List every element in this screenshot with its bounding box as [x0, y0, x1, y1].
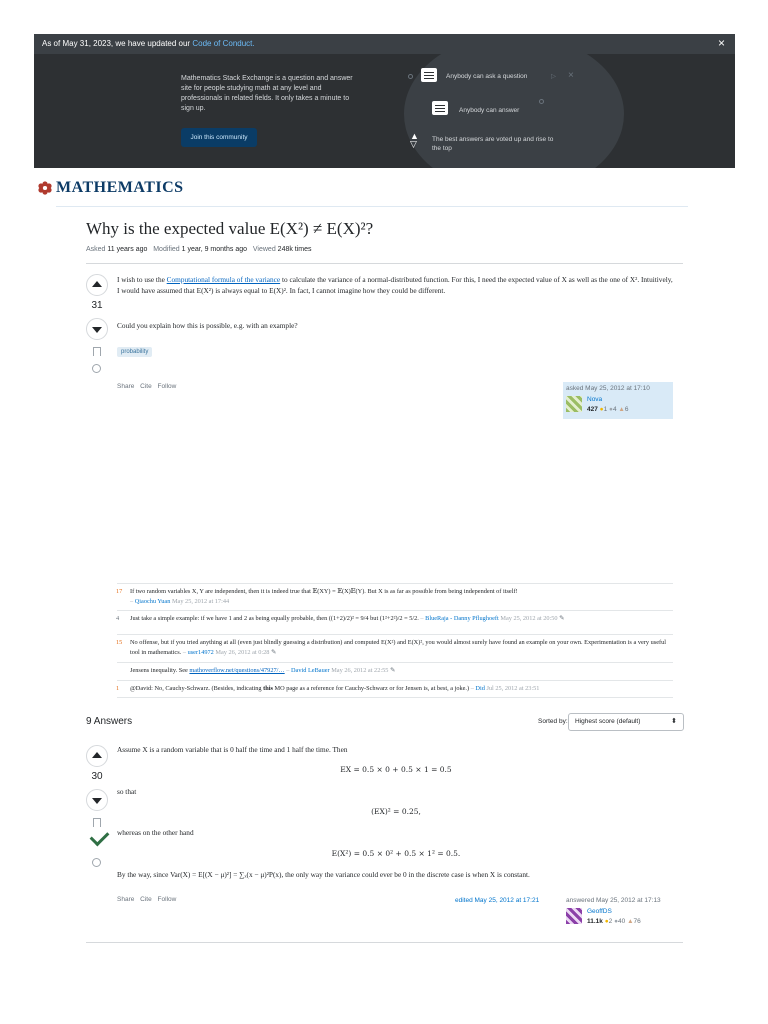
mathoverflow-link[interactable]: mathoverflow.net/questions/47927/…: [189, 667, 285, 674]
edit-pencil-icon: ✎: [389, 667, 396, 674]
history-icon[interactable]: [92, 364, 101, 373]
variance-formula-link[interactable]: Computational formula of the variance: [166, 275, 281, 284]
downvote-button[interactable]: [86, 789, 108, 811]
asker-name[interactable]: Nova: [587, 396, 603, 403]
gold-badge-icon: ●: [599, 406, 604, 413]
silver-badge-icon: ●: [614, 918, 619, 925]
downvote-button[interactable]: [86, 318, 108, 340]
cite-link[interactable]: Cite: [140, 383, 152, 390]
answered-date: answered May 25, 2012 at 17:13: [566, 897, 661, 904]
close-icon[interactable]: ×: [717, 36, 725, 50]
question-body-p1: [117, 274, 675, 296]
decor-dot: [408, 74, 413, 79]
question-text-end: to calculate the variance of a normal-distributed function. For this, I need the expected value of X as well as the one of X². Intuitively, I would have assumed that E(X²) is always equal to E(X)². In fact, I cannot imagine how they could be different.: [117, 275, 673, 295]
comment-score: 15: [116, 639, 123, 646]
asked-date: asked May 25, 2012 at 17:10: [566, 385, 650, 392]
feature-answer: Anybody can answer: [459, 107, 520, 114]
hero-description: Mathematics Stack Exchange is a question and answer site for people studying math at any level and professionals in related fields. It only takes a minute to sign up.: [181, 75, 353, 112]
upvote-button[interactable]: [86, 274, 108, 296]
avatar[interactable]: [566, 908, 582, 924]
share-link[interactable]: Share: [117, 896, 135, 903]
comment-text: If two random variables X, Y are independent, then it is indeed true that 𝔼(XY) = 𝔼(X)𝔼(Y). But X is as far as possible from being independent of itself!: [130, 588, 518, 595]
answerer-reputation: [587, 918, 641, 925]
up-arrow-icon: [92, 281, 102, 287]
avatar[interactable]: [566, 396, 582, 412]
vote-arrows-icon: ▲ ▽: [410, 131, 419, 149]
speech-bubble-icon: [421, 68, 437, 82]
question-score: 31: [91, 300, 103, 311]
silver-badge-icon: ●: [609, 406, 613, 413]
question-meta: [86, 246, 312, 253]
asked-value: 11 years ago: [107, 246, 148, 253]
modified-label: Modified: [153, 246, 180, 253]
bookmark-icon[interactable]: [93, 818, 101, 827]
feature-vote: The best answers are voted up and rise to the top: [432, 136, 554, 152]
notice-text: As of May 31, 2023, we have updated our: [42, 39, 191, 48]
viewed-value: 248k times: [277, 246, 312, 253]
silver-count: 40: [618, 918, 626, 925]
history-icon[interactable]: [92, 858, 101, 867]
share-link[interactable]: Share: [117, 383, 135, 390]
signup-hero: [34, 54, 735, 168]
comment-text: MO page as a reference for Cauchy-Schwarz or for Jensen is, at best, a joke.): [274, 685, 470, 692]
comment: 15 No offense, but if you tried anything at all (even just blindly guessing a distribution) and computed E(X²) and E(X)², you would almost surely have found an example on your own. Experimentation is a very useful tool in mathematics. – user14972 May 26, 2012 at 0:28 ✎: [117, 634, 673, 658]
play-icon: ▷: [551, 73, 556, 80]
down-arrow-icon: [92, 798, 102, 804]
comment-date: May 26, 2012 at 0:28: [215, 649, 270, 656]
bookmark-icon[interactable]: [93, 347, 101, 356]
comment-date: May 25, 2012 at 17:44: [171, 598, 230, 605]
divider: [86, 263, 683, 264]
upvote-button[interactable]: [86, 745, 108, 767]
bronze-count: 6: [624, 406, 629, 413]
sort-label: Sorted by:: [538, 718, 568, 725]
bronze-badge-icon: ▲: [627, 918, 634, 925]
answer-equation: EX = 0.5 × 0 + 0.5 × 1 = 0.5: [340, 765, 452, 774]
join-community-button[interactable]: Join this community: [181, 128, 257, 147]
down-arrow-icon: [92, 327, 102, 333]
comment: Jensens inequality. See mathoverflow.net/questions/47927/… – David LeBauer May 26, 2012 at 22:55 ✎: [117, 662, 673, 676]
close-icon[interactable]: ×: [568, 70, 574, 81]
asker-card: [563, 382, 673, 419]
comment-text: @David: No, Cauchy-Schwarz. (Besides, indicating: [130, 685, 262, 692]
up-arrow-icon: [92, 752, 102, 758]
comment-author[interactable]: user14972: [187, 649, 214, 656]
cite-link[interactable]: Cite: [140, 896, 152, 903]
comment: 1 @David: No, Cauchy-Schwarz. (Besides, indicating this MO page as a reference for Cauchy-Schwarz or for Jensen is, at best, a joke.) – Did Jul 25, 2012 at 23:51: [117, 680, 673, 698]
comment-text: No offense, but if you tried anything at all (even just blindly guessing a distribution) and computed E(X²) and E(X)², you would almost surely have found an example on your own. Experimentation is a very useful tool in mathematics.: [130, 639, 666, 656]
comment-date: Jul 25, 2012 at 23:51: [486, 685, 540, 692]
asked-label: Asked: [86, 246, 106, 253]
comment-score: 4: [116, 615, 120, 622]
question-text-start: I wish to use the: [117, 275, 165, 284]
answer-line: By the way, since Var(X) = E[(X − μ)²] = ∑ₓ(x − μ)²P(x), the only way the variance could ever be 0 in the discrete case is when X is constant.: [117, 870, 530, 879]
comment-score: 1: [116, 685, 120, 692]
rep-score: 427: [587, 406, 598, 413]
comment-text: Jensens inequality. See: [130, 667, 188, 674]
answer-equation: (EX)² = 0.25,: [371, 807, 421, 816]
answer-line: so that: [117, 787, 137, 796]
post-menu: [117, 383, 180, 390]
accepted-check-icon: [90, 827, 110, 847]
sort-select[interactable]: [568, 713, 684, 731]
comment-text: Just take a simple example: if we have 1 and 2 as being equally probable, then ((1+2)/2)² = 9/4 but (1²+2²)/2 = 5/2.: [130, 615, 419, 622]
comment-author[interactable]: David LeBauer: [290, 667, 330, 674]
post-menu: [117, 896, 180, 903]
follow-link[interactable]: Follow: [157, 896, 177, 903]
question-body-p2: Could you explain how this is possible, e.g. with an example?: [117, 321, 298, 330]
answerer-card: [563, 894, 675, 930]
bronze-count: 76: [633, 918, 641, 925]
sort-arrows-icon: ⬍: [671, 718, 677, 725]
sort-value: Highest score (default): [575, 718, 641, 725]
site-logo[interactable]: MATHEMATICS: [56, 179, 184, 196]
comment-author[interactable]: Did: [475, 685, 485, 692]
comment-date: May 26, 2012 at 22:55: [331, 667, 389, 674]
edit-pencil-icon: ✎: [271, 649, 277, 656]
comment-author[interactable]: Qiaochu Yuan: [134, 598, 171, 605]
tag-probability[interactable]: probability: [117, 347, 152, 357]
answer-count: 9 Answers: [86, 716, 133, 727]
code-of-conduct-link[interactable]: Code of Conduct.: [192, 39, 255, 48]
answer-line: Assume X is a random variable that is 0 half the time and 1 half the time. Then: [117, 745, 348, 754]
silver-count: 4: [612, 406, 617, 413]
modified-value: 1 year, 9 months ago: [181, 246, 248, 253]
decor-dot: [539, 99, 544, 104]
divider: [86, 942, 683, 943]
gold-badge-icon: ●: [604, 918, 609, 925]
feature-ask: Anybody can ask a question: [446, 73, 528, 80]
edited-link[interactable]: edited May 25, 2012 at 17:21: [455, 897, 540, 904]
viewed-label: Viewed: [252, 246, 276, 253]
comment: 4 Just take a simple example: if we have 1 and 2 as being equally probable, then ((1+2)/2)² = 9/4 but (1²+2²)/2 = 5/2. – BlueRaja - Danny Pflughoeft May 25, 2012 at 20:50 ✎: [117, 610, 673, 624]
rep-score: 11.1k: [587, 918, 603, 925]
divider: [56, 206, 688, 207]
answer-equation: E(X²) = 0.5 × 0² + 0.5 × 1² = 0.5.: [331, 849, 461, 858]
gold-count: 1: [603, 406, 608, 413]
comment-date: May 25, 2012 at 20:50: [500, 615, 558, 622]
edit-pencil-icon: ✎: [559, 615, 565, 622]
comment-score: 17: [116, 588, 123, 595]
answer-score: 30: [91, 771, 103, 782]
answer-bubble-icon: [432, 101, 448, 115]
comment-bold: this: [263, 685, 273, 692]
follow-link[interactable]: Follow: [157, 383, 177, 390]
answerer-name[interactable]: GeoffDS: [587, 908, 612, 915]
gold-count: 2: [608, 918, 613, 925]
comment-author[interactable]: BlueRaja - Danny Pflughoeft: [425, 615, 499, 622]
flower-icon: [38, 181, 52, 195]
bronze-badge-icon: ▲: [618, 406, 625, 413]
answer-line: whereas on the other hand: [117, 828, 194, 837]
comment: 17 If two random variables X, Y are independent, then it is indeed true that 𝔼(XY) = 𝔼(X)𝔼(Y). But X is as far as possible from being independent of itself! – Qiaochu Yuan May 25, 2012 at 17:44: [117, 583, 673, 607]
asker-reputation: [587, 406, 628, 413]
code-of-conduct-notice: [34, 34, 735, 54]
question-title[interactable]: Why is the expected value E(X²) ≠ E(X)²?: [86, 219, 374, 238]
